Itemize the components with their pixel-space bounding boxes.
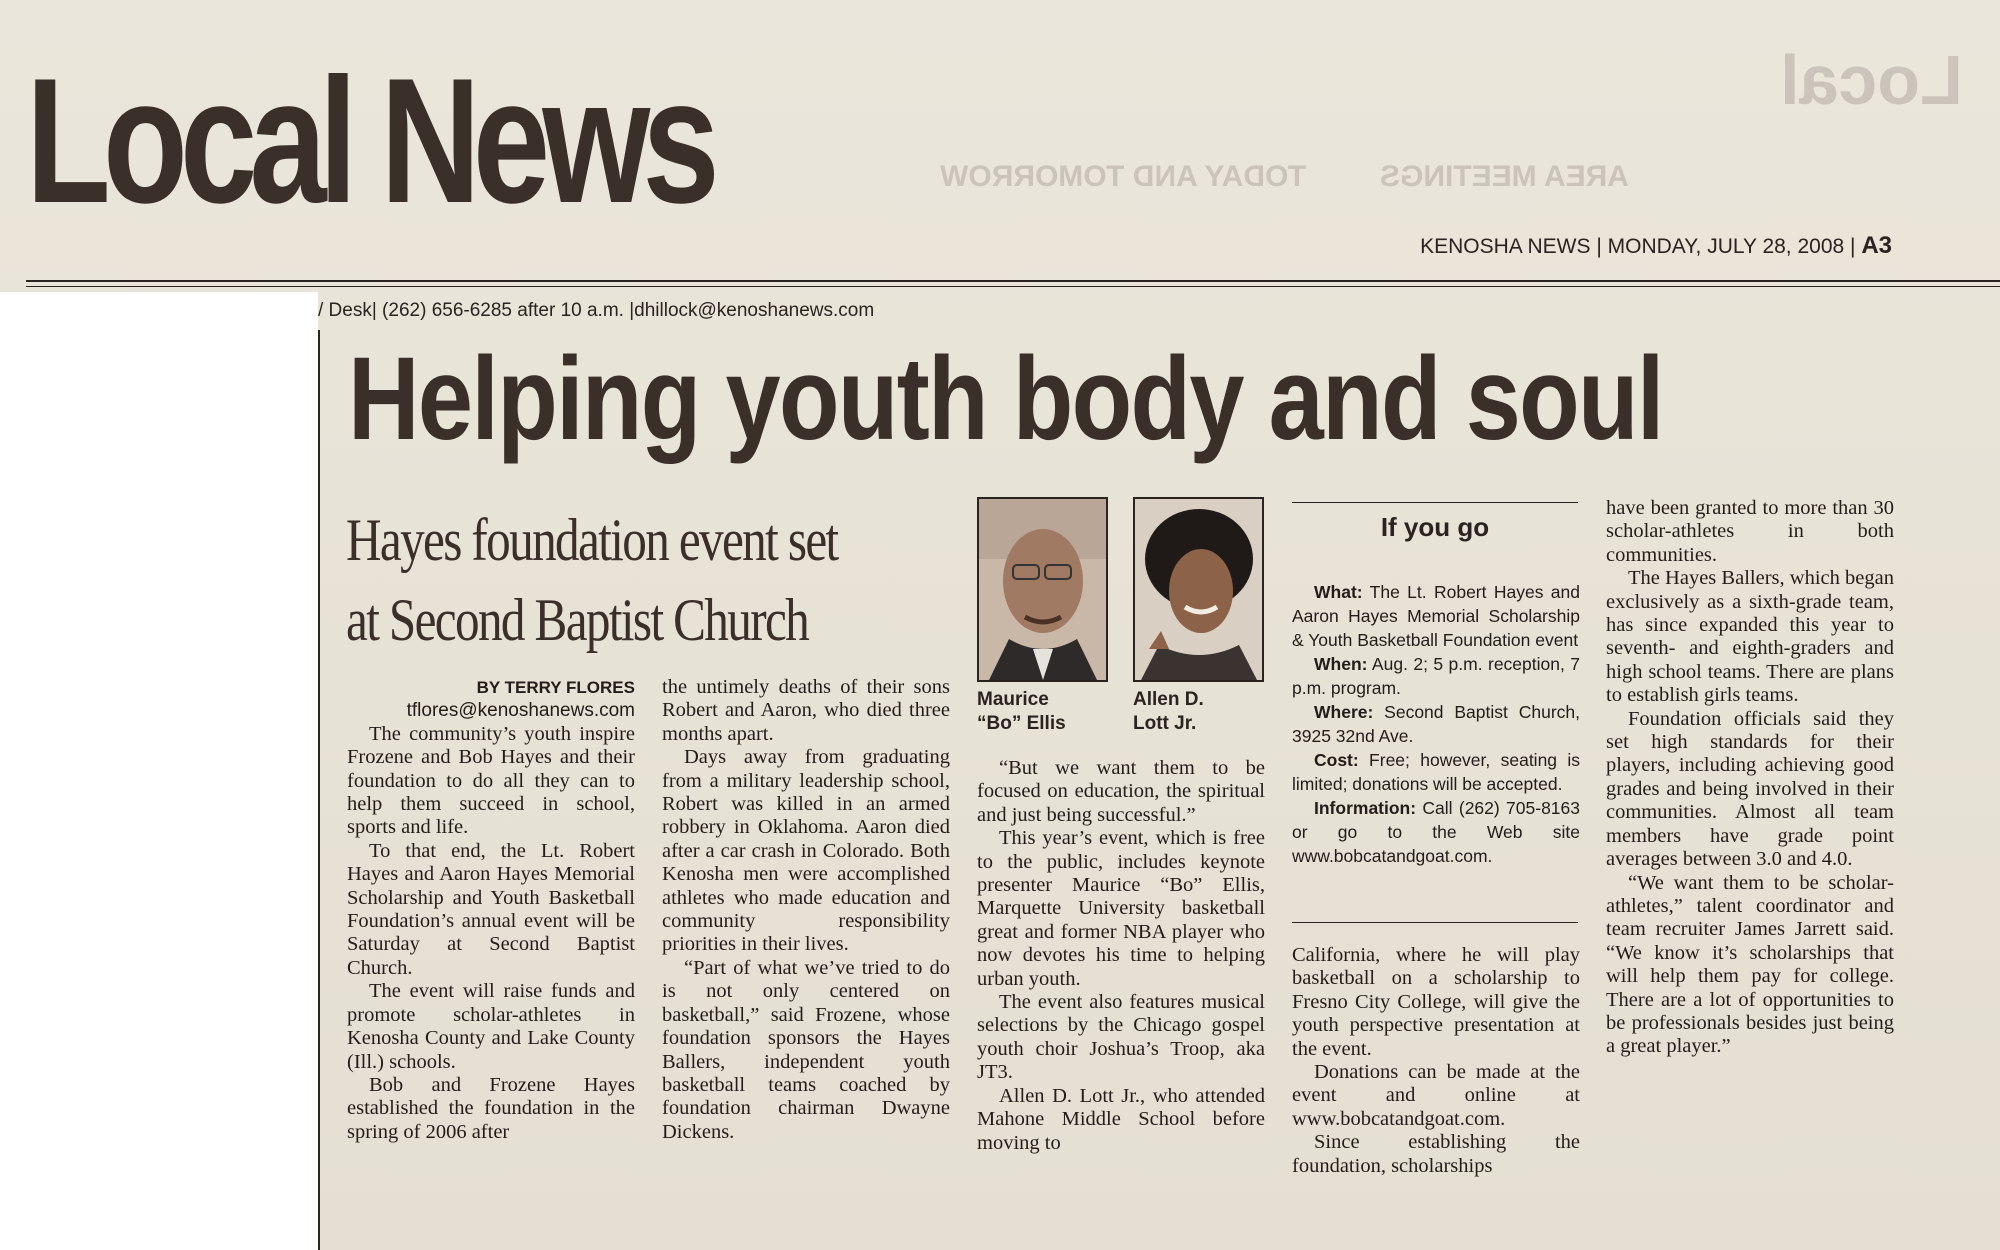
bleed-through-text: AREA MEETINGS (1380, 160, 1629, 193)
info-value: Call (262) 705-8163 or go to the Web site www.bobcatandgoat.com. (1292, 798, 1580, 866)
info-label: What: (1314, 582, 1363, 602)
paragraph: The event also features musical selections by the Chicago gospel youth choir Joshua’s Troop, aka JT3. (977, 991, 1265, 1084)
article-column-1 (347, 676, 635, 1144)
portrait-image (979, 499, 1106, 680)
photo-maurice-ellis (977, 497, 1108, 682)
info-where (1292, 700, 1580, 748)
info-label: When: (1314, 654, 1368, 674)
info-label: Information: (1314, 798, 1417, 818)
paragraph: This year’s event, which is free to the public, includes keynote presenter Maurice “Bo” Ellis, Marquette University basketball great and former NBA player who now devotes his time to helping urban youth. (977, 827, 1265, 990)
paragraph: Allen D. Lott Jr., who attended Mahone Middle School before moving to (977, 1084, 1265, 1154)
info-box (1292, 580, 1580, 868)
paragraph: have been granted to more than 30 scholar-athletes in both communities. (1606, 497, 1894, 566)
byline-author: BY TERRY FLORES (476, 678, 635, 697)
subhead-line-1: Hayes foundation event set (346, 507, 838, 573)
info-information (1292, 796, 1580, 868)
column-rule (318, 330, 320, 1250)
masthead-rule-thin (26, 286, 2000, 287)
info-label: Cost: (1314, 750, 1359, 770)
info-box-title: If you go (1380, 512, 1490, 542)
page-number: A3 (1861, 232, 1892, 259)
paragraph: The event will raise funds and promote scholar-athletes in Kenosha County and Lake County (Ill.) schools. (347, 980, 635, 1073)
dateline (1420, 232, 1892, 260)
caption-line: Lott Jr. (1133, 713, 1197, 734)
paragraph: The Hayes Ballers, which began exclusively as a sixth-grade team, has since expanded this year to seventh- and eighth-graders and high school teams. There are plans to establish girls teams. (1606, 567, 1894, 707)
photo-caption-1 (977, 688, 1066, 736)
info-box-rule-top (1292, 502, 1578, 503)
photo-allen-lott (1133, 497, 1264, 682)
section-title: Local News (26, 41, 712, 240)
paragraph: To that end, the Lt. Robert Hayes and Aaron Hayes Memorial Scholarship and Youth Basketball Foundation’s annual event will be Saturday at Second Baptist Church. (347, 839, 635, 979)
caption-line: Allen D. (1133, 689, 1204, 710)
masthead-rule (26, 280, 2000, 282)
byline-email: tflores@kenoshanews.com (406, 700, 635, 722)
paragraph: “But we want them to be focused on education, the spiritual and just being successful.” (977, 757, 1265, 826)
info-when (1292, 652, 1580, 700)
paragraph: “We want them to be scholar-athletes,” talent coordinator and team recruiter James Jarrett said. “We know it’s scholarships that will help them pay for college. There are a lot of opportunities to be professionals besides just being a great player.” (1606, 871, 1894, 1058)
paragraph: Donations can be made at the event and online at www.bobcatandgoat.com. (1292, 1061, 1580, 1130)
byline (347, 676, 635, 723)
article-column-5 (1606, 497, 1894, 1059)
article-subhead (346, 500, 966, 660)
paragraph: Since establishing the foundation, scholarships (1292, 1131, 1580, 1177)
info-value: Second Baptist Church, 3925 32nd Ave. (1292, 702, 1580, 746)
info-value: The Lt. Robert Hayes and Aaron Hayes Memorial Scholarship & Youth Basketball Foundation event (1292, 582, 1580, 650)
dateline-text: KENOSHA NEWS | MONDAY, JULY 28, 2008 | (1420, 235, 1862, 258)
info-what (1292, 580, 1580, 652)
info-cost (1292, 748, 1580, 796)
paragraph: Bob and Frozene Hayes established the foundation in the spring of 2006 after (347, 1073, 635, 1143)
bleed-through-text: Local (1780, 41, 1963, 119)
info-label: Where: (1314, 702, 1374, 722)
caption-line: Maurice (977, 689, 1049, 710)
paragraph: California, where he will play basketball on a scholarship to Fresno City College, will give the youth perspective presentation at the event. (1292, 944, 1580, 1060)
paragraph: Days away from graduating from a military leadership school, Robert was killed in an armed robbery in Oklahoma. Aaron died after a car crash in Colorado. Both Kenosha men were accomplished athletes who made education and community responsibility priorities in their lives. (662, 746, 950, 956)
bleed-through-text: TODAY AND TOMORROW (940, 160, 1307, 193)
paragraph: “Part of what we’ve tried to do is not only centered on basketball,” said Frozene, whose foundation sponsors the Hayes Ballers, independent youth basketball teams coached by foundation chairman Dwayne Dickens. (662, 956, 950, 1143)
paragraph: the untimely deaths of their sons Robert and Aaron, who died three months apart. (662, 676, 950, 745)
portrait-image (1135, 499, 1262, 680)
article-column-2 (662, 676, 950, 1144)
info-value: Aug. 2; 5 p.m. reception, 7 p.m. program. (1292, 654, 1580, 698)
caption-line: “Bo” Ellis (977, 713, 1066, 734)
desk-contact-line: / Desk| (262) 656-6285 after 10 a.m. |dhillock@kenoshanews.com (318, 300, 875, 321)
article-column-3 (977, 757, 1265, 1155)
info-value: Free; however, seating is limited; donations will be accepted. (1292, 750, 1580, 794)
info-box-rule-bottom (1292, 922, 1578, 923)
paragraph: The community’s youth inspire Frozene and Bob Hayes and their foundation to do all they can to help them succeed in school, sports and life. (347, 722, 635, 839)
subhead-line-2: at Second Baptist Church (346, 587, 809, 653)
article-headline: Helping youth body and soul (348, 333, 1663, 465)
photo-caption-2 (1133, 688, 1204, 736)
blank-margin (0, 292, 318, 1250)
paragraph: Foundation officials said they set high standards for their players, including achieving good grades and being involved in their communities. Almost all team members have grade point averages between 3.0 and 4.0. (1606, 707, 1894, 871)
article-column-4 (1292, 944, 1580, 1178)
